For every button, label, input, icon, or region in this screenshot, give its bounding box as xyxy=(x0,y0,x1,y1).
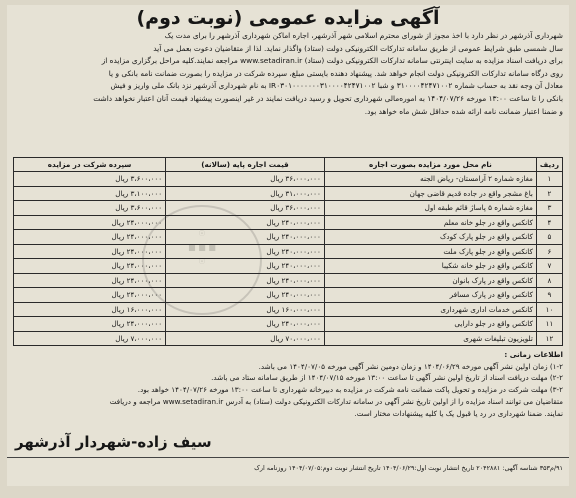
row-base-price: ۷۰،۰۰۰،۰۰۰ ریال xyxy=(166,331,325,346)
row-base-price: ۳۶،۰۰۰،۰۰۰ ریال xyxy=(166,172,325,187)
table-row xyxy=(14,331,563,346)
table-row xyxy=(14,201,563,216)
row-base-price: ۲۴۰،۰۰۰،۰۰۰ ریال xyxy=(166,273,325,288)
row-base-price: ۱۶۰،۰۰۰،۰۰۰ ریال xyxy=(166,302,325,317)
row-number: ۶ xyxy=(536,244,562,259)
row-number: ۱۲ xyxy=(536,331,562,346)
time-info-line: ۲-۲) مهلت دریافت اسناد از تاریخ اولین نشر آگهی تا ساعت ۱۳:۰۰ مورخه ۱۴۰۴/۰۷/۱۵ از طریق سامانه ستاد می باشد. xyxy=(211,373,563,383)
row-number: ۵ xyxy=(536,230,562,245)
row-subject: کانکس واقع در جلو خانه شکیبا xyxy=(324,259,536,274)
row-deposit: ۲۴،۰۰۰،۰۰۰ ریال xyxy=(14,317,166,332)
row-deposit: ۳،۶۰۰،۰۰۰ ریال xyxy=(14,172,166,187)
time-info-heading: اطلاعات زمانی : xyxy=(504,350,563,359)
table-row xyxy=(14,288,563,303)
row-deposit: ۷،۰۰۰،۰۰۰ ریال xyxy=(14,331,166,346)
row-number: ۷ xyxy=(536,259,562,274)
row-number: ۱۰ xyxy=(536,302,562,317)
row-base-price: ۲۴۰،۰۰۰،۰۰۰ ریال xyxy=(166,230,325,245)
auction-table xyxy=(13,157,563,346)
time-info-line: نمایند. ضمنا شهرداری در رد یا قبول یک یا کلیه پیشنهادات مختار است. xyxy=(354,408,563,418)
footer-meta: ۹۱/م۳۵۳ شناسه آگهی: ۲۰۴۲۸۸۱ تاریخ انتشار نوبت اول:۱۴۰۴/۰۶/۲۹ تاریخ انتشار نوبت دوم:۱۴۰۴/۰۷/۰۵ روزنامه ارک xyxy=(254,464,563,472)
row-base-price: ۲۴۰،۰۰۰،۰۰۰ ریال xyxy=(166,317,325,332)
table-row xyxy=(14,244,563,259)
row-subject: تلویزیون تبلیغات شهری xyxy=(324,331,536,346)
row-subject: کانکس واقع در جلو پارک ملت xyxy=(324,244,536,259)
row-number: ۴ xyxy=(536,215,562,230)
header-base-price: قیمت اجاره پایه (سالانه) xyxy=(166,158,325,172)
intro-line: معادل آن وجه نقد به حساب شماره ۳۱۰۰۰۰۴۲۴۷۱۰۰۲ و شبا IR۰۳۰۱۰۰۰۰۰۰۰۳۱۰۰۰۰۴۲۴۷۱۰۰۲ به نام شهرداری آذرشهر نزد بانک ملی واریز و فیش xyxy=(110,81,563,91)
row-subject: کانکس واقع در پارک بانوان xyxy=(324,273,536,288)
row-subject: باغ مشجر واقع در جاده قدیم قاضی جهان xyxy=(324,186,536,201)
row-base-price: ۳۱،۰۰۰،۰۰۰ ریال xyxy=(166,186,325,201)
row-deposit: ۲۴،۰۰۰،۰۰۰ ریال xyxy=(14,244,166,259)
header-row-number: ردیف xyxy=(536,158,562,172)
row-subject: کانکس واقع در جلو دارایی xyxy=(324,317,536,332)
time-info-line: ۱-۲) زمان اولین نشر آگهی مورخه ۱۴۰۴/۰۶/۲۹ و زمان دومین نشر آگهی مورخه ۱۴۰۴/۰۷/۰۵ می باشد. xyxy=(258,361,563,371)
row-deposit: ۳،۱۰۰،۰۰۰ ریال xyxy=(14,186,166,201)
row-base-price: ۳۶،۰۰۰،۰۰۰ ریال xyxy=(166,201,325,216)
row-subject: کانکس واقع در جلو پارک کودک xyxy=(324,230,536,245)
table-row xyxy=(14,186,563,201)
signature-block xyxy=(15,430,563,454)
signature-text: سیف زاده-شهردار آذرشهر xyxy=(15,433,212,451)
table-row xyxy=(14,317,563,332)
row-number: ۱ xyxy=(536,172,562,187)
table-row xyxy=(14,259,563,274)
row-deposit: ۲۴،۰۰۰،۰۰۰ ریال xyxy=(14,259,166,274)
row-deposit: ۳،۶۰۰،۰۰۰ ریال xyxy=(14,201,166,216)
notice-intro xyxy=(7,30,569,154)
table-row xyxy=(14,172,563,187)
row-base-price: ۲۴۰،۰۰۰،۰۰۰ ریال xyxy=(166,215,325,230)
time-info-line: ۳-۲) مهلت شرکت در مزایده و تحویل پاکت ضمانت نامه شرکت در مزایده به دبیرخانه شهرداری تا ساعت ۱۳:۰۰ مورخه ۱۴۰۴/۰۷/۲۶ خواهد بود. xyxy=(137,385,563,395)
table-row xyxy=(14,302,563,317)
row-base-price: ۲۴۰،۰۰۰،۰۰۰ ریال xyxy=(166,288,325,303)
row-number: ۱۱ xyxy=(536,317,562,332)
row-deposit: ۲۴،۰۰۰،۰۰۰ ریال xyxy=(14,288,166,303)
watermark-stamp: ☉ ■ ■ ■ ☉ xyxy=(142,205,262,315)
row-subject: کانکس خدمات اداری شهرداری xyxy=(324,302,536,317)
row-number: ۹ xyxy=(536,288,562,303)
row-deposit: ۲۴،۰۰۰،۰۰۰ ریال xyxy=(14,215,166,230)
row-deposit: ۲۴،۰۰۰،۰۰۰ ریال xyxy=(14,230,166,245)
table-row xyxy=(14,215,563,230)
header-deposit: سپرده شرکت در مزایده xyxy=(14,158,166,172)
table-row xyxy=(14,230,563,245)
row-subject: کانکس واقع در جلو خانه معلم xyxy=(324,215,536,230)
row-subject: کانکس واقع در پارک مسافر xyxy=(324,288,536,303)
row-deposit: ۱۶،۰۰۰،۰۰۰ ریال xyxy=(14,302,166,317)
time-info-line: متقاضیان می توانند اسناد مزایده را از اولین تاریخ نشر آگهی در سامانه تدارکات الکترونیکی دولت (ستاد) به آدرس www.setadiran.ir مراجعه و دریافت xyxy=(109,396,563,406)
intro-line: و ضمنا اعتبار ضمانت نامه ارائه شده حداقل شش ماه خواهد بود. xyxy=(364,106,563,116)
intro-line: شهرداری آذرشهر در نظر دارد با اخذ مجوز از شورای محترم اسلامی شهر آذرشهر، اجاره اماکن شهرداری آذرشهر را برای مدت یک xyxy=(164,31,563,40)
row-number: ۳ xyxy=(536,201,562,216)
notice-page xyxy=(7,5,569,486)
row-number: ۸ xyxy=(536,273,562,288)
row-deposit: ۲۴،۰۰۰،۰۰۰ ریال xyxy=(14,273,166,288)
intro-line: روی درگاه سامانه تدارکات الکترونیکی دولت انجام خواهد شد. پیشنهاد دهنده بایستی مبلغ، سپرده شرکت در مزایده را بصورت ضمانت نامه بانکی و یا xyxy=(108,68,563,78)
time-info xyxy=(13,349,563,419)
footer-divider xyxy=(7,457,569,458)
row-base-price: ۲۴۰،۰۰۰،۰۰۰ ریال xyxy=(166,259,325,274)
header-subject: نام محل مورد مزایده بصورت اجاره xyxy=(324,158,536,172)
row-subject: مغازه شماره ۵ پاساژ قائم طبقه اول xyxy=(324,201,536,216)
table-row xyxy=(14,273,563,288)
notice-title: آگهی مزایده عمومی (نوبت دوم) xyxy=(136,7,440,29)
intro-line: بانکی را تا ساعت ۱۳:۰۰ مورخه ۱۴۰۴/۰۷/۲۶ به اموره‌مالی شهرداری تحویل و رسید دریافت نمایند در غیر اینصورت پیشنهاد قیمت آنان اعتبار نخواهد داشت xyxy=(93,93,563,103)
table-body xyxy=(14,172,563,346)
intro-line: برای دریافت اسناد مزایده به سایت اینترنتی سامانه تدارکات الکترونیکی دولت (ستاد) www.setadiran.ir مراجعه نمایند.کلیه مراحل برگزاری مزایده از xyxy=(101,56,563,66)
table-header-row xyxy=(14,158,563,172)
row-number: ۲ xyxy=(536,186,562,201)
row-subject: مغازه شماره ۲ آرامستان- ریاض الجنه xyxy=(324,172,536,187)
row-base-price: ۲۴۰،۰۰۰،۰۰۰ ریال xyxy=(166,244,325,259)
intro-line: سال شمسی طبق شرایط عمومی از طریق سامانه تدارکات الکترونیکی دولت (ستاد) واگذار نماید. لذا از متقاضیان دعوت بعمل می آید xyxy=(153,43,563,53)
